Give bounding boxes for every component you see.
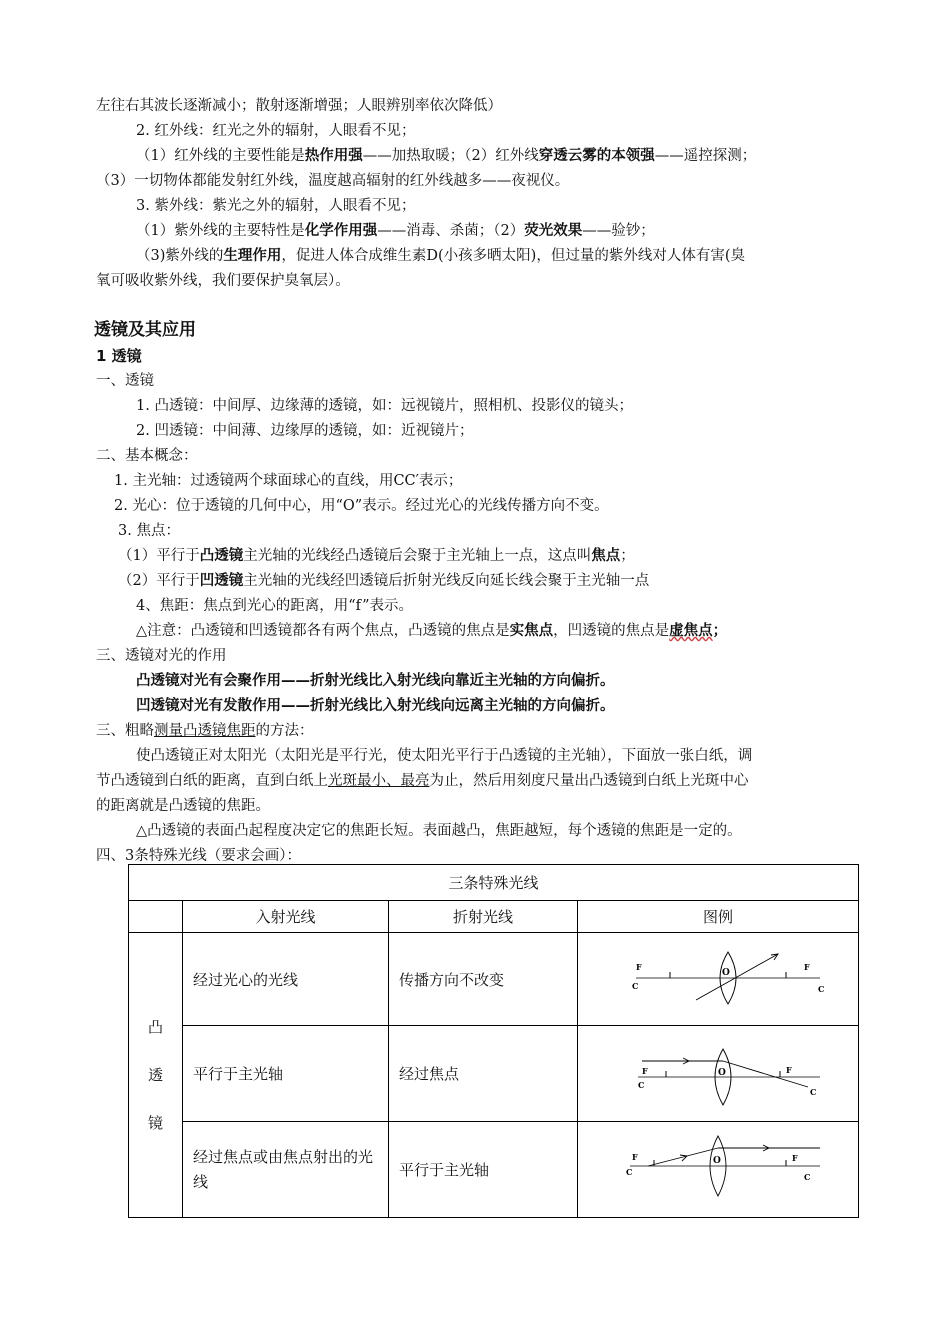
text-line: △凸透镜的表面凸起程度决定它的焦距长短。表面越凸，焦距越短，每个透镜的焦距是一定的。: [136, 823, 742, 839]
group-char: 镜: [147, 1114, 163, 1132]
text-span: ，促进人体合成维生素D(小孩多晒太阳)，但过量的紫外线对人体有害(臭: [281, 248, 745, 264]
text-span: ，凹透镜的焦点是: [553, 623, 670, 639]
text-span: ——验钞；: [582, 223, 655, 239]
text-line: [136, 146, 756, 166]
focus-label: F: [642, 1065, 648, 1076]
text-span: （1）平行于: [118, 548, 200, 564]
bold-span: 凸透镜: [199, 548, 244, 564]
o-label: O: [713, 1155, 721, 1166]
underlined-span: 测量凸透镜焦距: [154, 723, 256, 739]
text-span: （1）紫外线的主要特性是: [136, 223, 305, 239]
text-span: 三、粗略: [96, 723, 154, 739]
text-span: 为止，然后用刻度尺量出凸透镜到白纸上光斑中心: [429, 773, 749, 789]
group-label: [129, 933, 183, 1218]
c-label: C: [638, 1079, 645, 1090]
text-span: 节凸透镜到白纸的距离，直到白纸上: [96, 773, 328, 789]
text-line: 左往右其波长逐渐减小；散射逐渐增强；人眼辨别率依次降低）: [96, 98, 502, 114]
c-label: C: [804, 1171, 811, 1182]
incident-cell: 平行于主光轴: [183, 1026, 389, 1122]
group-char: 凸: [147, 1018, 163, 1036]
bold-span: 生理作用: [223, 248, 282, 264]
text-line: 3. 紫外线：紫光之外的辐射，人眼看不见；: [136, 198, 416, 214]
text-line: 使凸透镜正对太阳光（太阳光是平行光，使太阳光平行于凸透镜的主光轴），下面放一张白纸，调: [136, 748, 753, 764]
group-char: 透: [147, 1066, 163, 1084]
header-cell: 图例: [578, 901, 859, 933]
special-rays-table: [128, 864, 859, 1218]
text-line: 4、焦距：焦点到光心的距离，用“f”表示。: [136, 598, 413, 614]
text-line: [96, 721, 314, 741]
text-line: [118, 546, 635, 566]
diagram-cell: [578, 933, 859, 1026]
table-row: [129, 1122, 859, 1218]
bold-line: 凸透镜对光有会聚作用——折射光线比入射光线向靠近主光轴的方向偏折。: [136, 673, 615, 689]
focus-label: F: [804, 962, 810, 972]
table-row: [129, 1026, 859, 1122]
table-title: 三条特殊光线: [129, 865, 859, 901]
text-span: 主光轴的光线经凹透镜后折射光线反向延长线会聚于主光轴一点: [243, 573, 650, 589]
table-title-row: [129, 865, 859, 901]
text-line: [118, 571, 649, 591]
diagram-cell: [578, 1026, 859, 1122]
c-label: C: [626, 1166, 633, 1177]
incident-cell: 经过焦点或由焦点射出的光线: [183, 1122, 389, 1218]
focus-label: F: [636, 962, 642, 972]
table-header-row: [129, 901, 859, 933]
section-heading: 透镜及其应用: [94, 320, 196, 340]
text-span: （3)紫外线的: [136, 248, 224, 264]
table-row: [129, 933, 859, 1026]
bold-span: 荧光效果: [524, 223, 583, 239]
text-line: [96, 771, 749, 791]
text-line: 一、透镜: [96, 373, 154, 389]
bold-line: 凹透镜对光有发散作用——折射光线比入射光线向远离主光轴的方向偏折。: [136, 698, 615, 714]
diagram-cell: [578, 1122, 859, 1218]
text-span: （2）平行于: [118, 573, 200, 589]
text-line: [136, 246, 745, 266]
optical-center-diagram: [608, 942, 828, 1012]
text-line: 四、3条特殊光线（要求会画）：: [96, 848, 301, 864]
parallel-ray-diagram: [608, 1037, 828, 1107]
text-line: 氧可吸收紫外线，我们要保护臭氧层）。: [96, 273, 350, 289]
bold-span: 焦点: [591, 548, 621, 564]
o-label: O: [722, 968, 730, 978]
refracted-cell: 平行于主光轴: [389, 1122, 578, 1218]
incident-cell: 经过光心的光线: [183, 933, 389, 1026]
header-cell: 折射光线: [389, 901, 578, 933]
text-line: （3）一切物体都能发射红外线，温度越高辐射的红外线越多——夜视仪。: [96, 173, 570, 189]
text-line: 2. 光心：位于透镜的几何中心，用“O”表示。经过光心的光线传播方向不变。: [114, 498, 609, 514]
text-line: 二、基本概念：: [96, 448, 198, 464]
bold-span: 热作用强: [304, 148, 363, 164]
refracted-cell: 经过焦点: [389, 1026, 578, 1122]
text-line: 三、透镜对光的作用: [96, 648, 227, 664]
text-line: [136, 221, 655, 241]
text-line: 3. 焦点：: [118, 523, 180, 539]
bold-span: 化学作用强: [304, 223, 378, 239]
header-cell: 入射光线: [183, 901, 389, 933]
text-span: ——加热取暖；（2）红外线: [362, 148, 539, 164]
text-line: 1. 主光轴：过透镜两个球面球心的直线，用CC′表示；: [114, 473, 463, 489]
bold-span: 凹透镜: [199, 573, 244, 589]
text-line: 1. 凸透镜：中间厚、边缘薄的透镜，如：远视镜片，照相机、投影仪的镜头；: [136, 398, 633, 414]
text-span: （1）红外线的主要性能是: [136, 148, 305, 164]
text-span: △注意：凸透镜和凹透镜都各有两个焦点，凸透镜的焦点是: [136, 623, 510, 639]
c-label: C: [810, 1086, 817, 1097]
text-line: 2. 红外线：红光之外的辐射，人眼看不见；: [136, 123, 416, 139]
text-line: 2. 凹透镜：中间薄、边缘厚的透镜，如：近视镜片；: [136, 423, 474, 439]
focus-label: F: [792, 1152, 798, 1163]
header-empty: [129, 901, 183, 933]
underlined-span: 光斑最小、最亮: [328, 773, 430, 789]
refracted-cell: 传播方向不改变: [389, 933, 578, 1026]
text-span: 主光轴的光线经凸透镜后会聚于主光轴上一点，这点叫: [243, 548, 592, 564]
bold-span: 穿透云雾的本领强: [538, 148, 655, 164]
focus-label: F: [786, 1064, 792, 1075]
subsection-heading: 1 透镜: [96, 347, 142, 365]
bold-span: ；: [712, 623, 728, 639]
bold-span: 虚焦点: [669, 623, 713, 639]
text-span: ——消毒、杀菌；（2）: [377, 223, 525, 239]
focal-ray-diagram: [608, 1130, 828, 1206]
text-line: [136, 621, 727, 641]
text-span: 的方法：: [255, 723, 314, 739]
c-label: C: [818, 984, 825, 994]
bold-span: 实焦点: [509, 623, 554, 639]
focus-label: F: [632, 1151, 638, 1162]
text-span: ——遥控探测；: [654, 148, 757, 164]
c-label: C: [632, 981, 639, 991]
o-label: O: [718, 1067, 726, 1078]
text-span: ；: [620, 548, 635, 564]
text-line: 的距离就是凸透镜的焦距。: [96, 798, 270, 814]
